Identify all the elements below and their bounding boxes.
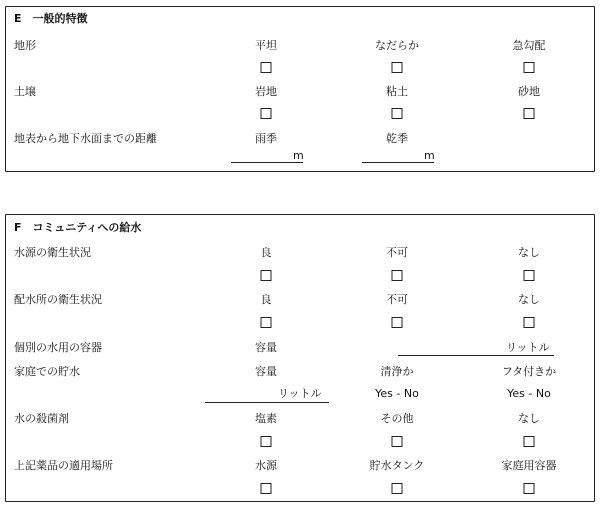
containers-unit: リットル bbox=[506, 341, 550, 354]
section-f-panel bbox=[5, 214, 595, 502]
source-hygiene-option-good: 良 bbox=[260, 246, 272, 259]
soil-label: 土壌 bbox=[14, 85, 36, 98]
containers-capacity-label: 容量 bbox=[255, 341, 277, 354]
soil-option-rock: 岩地 bbox=[255, 85, 277, 98]
application-option-tank: 貯水タンク bbox=[369, 459, 425, 472]
terrain-steep-checkbox[interactable] bbox=[524, 62, 535, 73]
groundwater-label: 地表から地下水面までの距離 bbox=[14, 132, 157, 145]
terrain-label: 地形 bbox=[14, 39, 36, 52]
soil-clay-checkbox[interactable] bbox=[392, 108, 403, 119]
containers-capacity-field[interactable] bbox=[398, 355, 554, 356]
terrain-option-flat: 平坦 bbox=[255, 39, 277, 52]
terrain-option-steep: 急勾配 bbox=[512, 39, 546, 52]
distribution-hygiene-good-checkbox[interactable] bbox=[261, 317, 272, 328]
distribution-hygiene-option-good: 良 bbox=[260, 293, 272, 306]
household-unit: リットル bbox=[278, 387, 322, 400]
source-hygiene-label: 水源の衛生状況 bbox=[14, 246, 91, 259]
distribution-hygiene-option-poor: 不可 bbox=[386, 293, 408, 306]
soil-option-sand: 砂地 bbox=[518, 85, 540, 98]
disinfectant-chlorine-checkbox[interactable] bbox=[261, 436, 272, 447]
section-e-panel bbox=[5, 6, 595, 172]
household-clean-label: 清浄か bbox=[380, 365, 414, 378]
household-lid-label: フタ付きか bbox=[501, 365, 557, 378]
terrain-flat-checkbox[interactable] bbox=[261, 62, 272, 73]
dry-season-label: 乾季 bbox=[386, 132, 408, 145]
containers-label: 個別の水用の容器 bbox=[14, 341, 102, 354]
disinfectant-option-none: なし bbox=[518, 412, 540, 425]
disinfectant-option-other: その他 bbox=[380, 412, 414, 425]
source-hygiene-option-poor: 不可 bbox=[386, 246, 408, 259]
household-storage-label: 家庭での貯水 bbox=[14, 365, 80, 378]
soil-option-clay: 粘土 bbox=[386, 85, 408, 98]
household-lid-yes-no[interactable]: Yes - No bbox=[507, 387, 551, 400]
soil-rock-checkbox[interactable] bbox=[261, 108, 272, 119]
rainy-season-unit: m bbox=[293, 149, 304, 162]
dry-season-unit: m bbox=[424, 149, 435, 162]
distribution-hygiene-poor-checkbox[interactable] bbox=[392, 317, 403, 328]
application-option-household: 家庭用容器 bbox=[501, 459, 557, 472]
source-hygiene-none-checkbox[interactable] bbox=[524, 270, 535, 281]
source-hygiene-option-none: なし bbox=[518, 246, 540, 259]
application-household-checkbox[interactable] bbox=[524, 483, 535, 494]
soil-sand-checkbox[interactable] bbox=[524, 108, 535, 119]
application-source-checkbox[interactable] bbox=[261, 483, 272, 494]
section-f-title: F コミュニティへの給水 bbox=[14, 221, 142, 234]
distribution-hygiene-option-none: なし bbox=[518, 293, 540, 306]
source-hygiene-poor-checkbox[interactable] bbox=[392, 270, 403, 281]
terrain-option-gentle: なだらか bbox=[375, 39, 419, 52]
disinfectant-option-chlorine: 塩素 bbox=[255, 412, 277, 425]
distribution-hygiene-label: 配水所の衛生状況 bbox=[14, 293, 102, 306]
application-option-source: 水源 bbox=[255, 459, 277, 472]
disinfectant-label: 水の殺菌剤 bbox=[14, 412, 69, 425]
terrain-gentle-checkbox[interactable] bbox=[392, 62, 403, 73]
household-capacity-label: 容量 bbox=[255, 365, 277, 378]
application-label: 上記薬品の適用場所 bbox=[14, 459, 113, 472]
rainy-season-label: 雨季 bbox=[255, 132, 277, 145]
distribution-hygiene-none-checkbox[interactable] bbox=[524, 317, 535, 328]
household-capacity-field[interactable] bbox=[205, 402, 329, 403]
disinfectant-none-checkbox[interactable] bbox=[524, 436, 535, 447]
disinfectant-other-checkbox[interactable] bbox=[392, 436, 403, 447]
household-clean-yes-no[interactable]: Yes - No bbox=[375, 387, 419, 400]
source-hygiene-good-checkbox[interactable] bbox=[261, 270, 272, 281]
section-e-title: E 一般的特徴 bbox=[14, 12, 88, 25]
application-tank-checkbox[interactable] bbox=[392, 483, 403, 494]
